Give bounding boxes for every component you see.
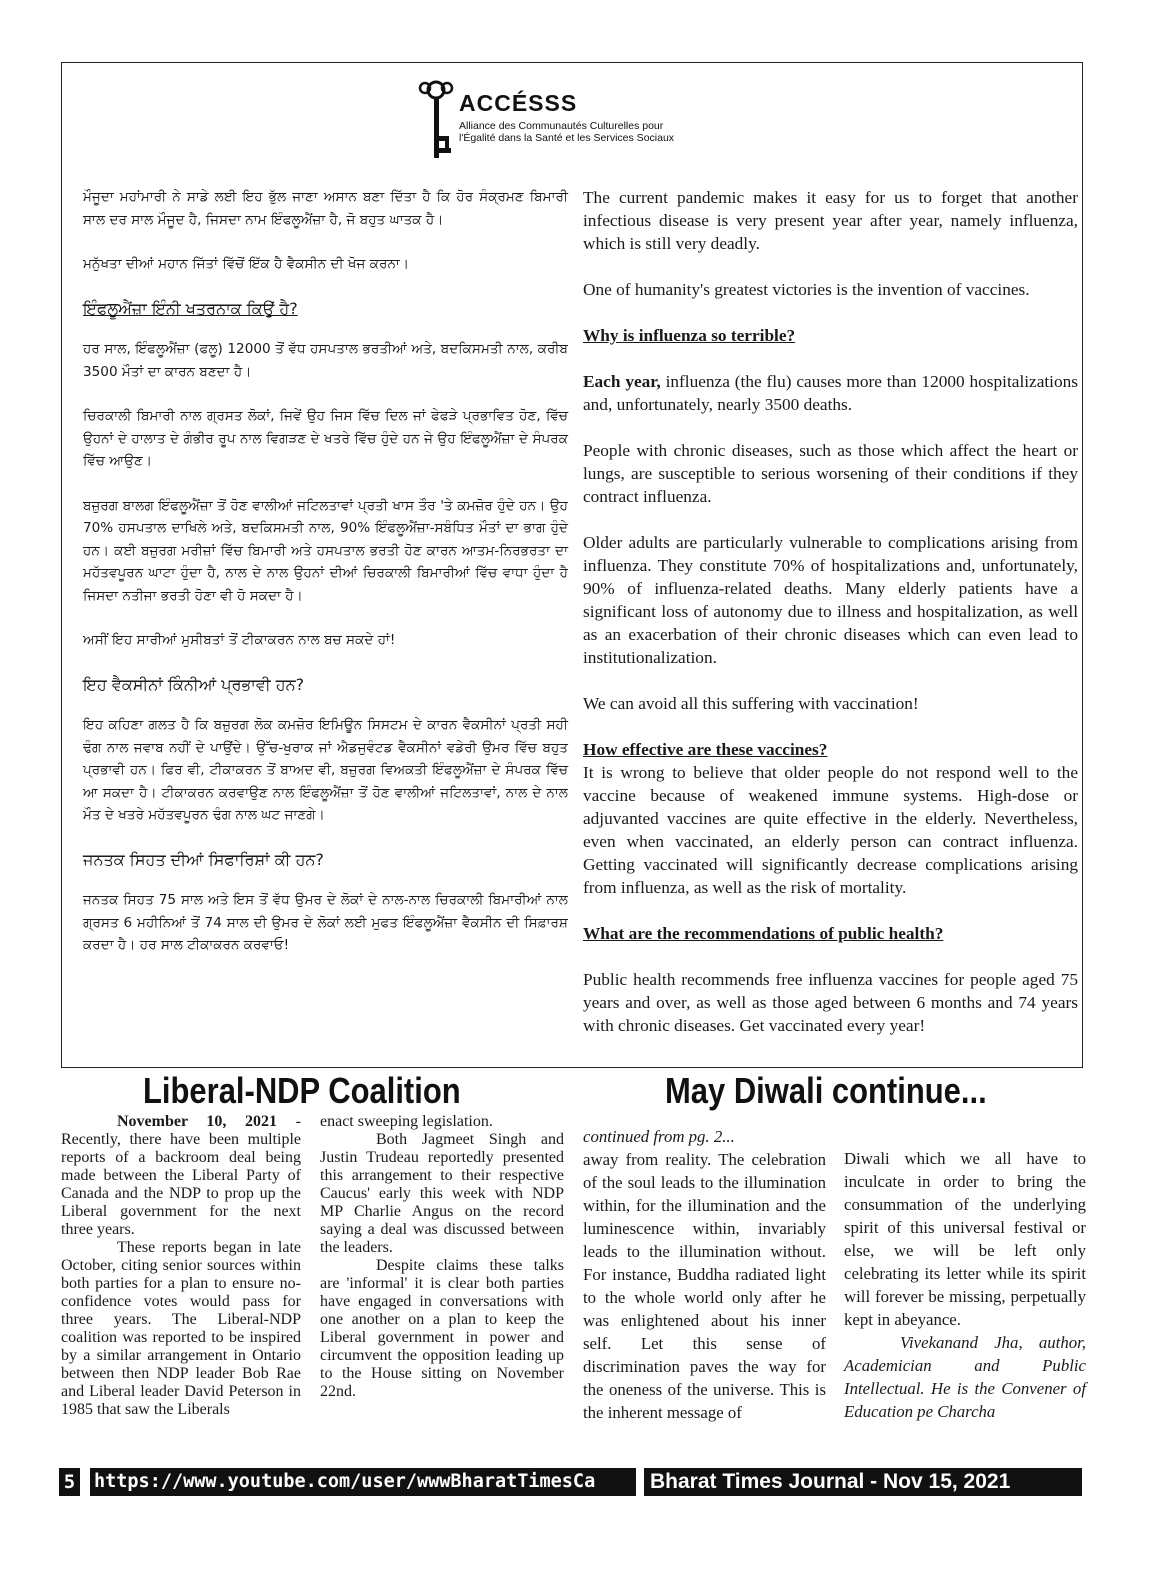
diwali-paragraph: Diwali which we all have to inculcate in order to bring the consummation of the underlying spirit of this universal festival or else, we will be left only celebrating its letter while its spirit will forever be missing, perpetually kept in abeyance. bbox=[844, 1149, 1086, 1329]
coalition-paragraph: Both Jagmeet Singh and Justin Trudeau reportedly presented this arrangement to their respective Caucus' early this week with NDP MP Charlie Angus on the record saying a deal was discussed between the leaders. bbox=[320, 1131, 564, 1256]
english-paragraph: It is wrong to believe that older people do not respond well to the vaccine because of weakened immune systems. High-dose or adjuvanted vaccines are quite effective in the elderly. Nevertheless, even when vaccinated, an elderly person can contract influenza. Getting vaccinated will significantly decrease complications arising from influenza, as well as the risk of mortality. bbox=[583, 763, 1078, 897]
access-logo-tagline: Alliance des Communautés Culturelles pour l'Égalité dans la Santé et les Services Sociaux bbox=[459, 120, 675, 144]
english-paragraph: Each year, influenza (the flu) causes more than 12000 hospitalizations and, unfortunately, nearly 3500 deaths. bbox=[583, 372, 1078, 414]
punjabi-paragraph: ਜਨਤਕ ਸਿਹਤ 75 ਸਾਲ ਅਤੇ ਇਸ ਤੋਂ ਵੱਧ ਉਮਰ ਦੇ ਲੋਕਾਂ ਦੇ ਨਾਲ-ਨਾਲ ਚਿਰਕਾਲੀ ਬਿਮਾਰੀਆਂ ਨਾਲ ਗ੍ਰਸਤ 6 ਮਹੀਨਿਆਂ ਤੋਂ 74 ਸਾਲ ਦੀ ਉਮਰ ਦੇ ਲੋਕਾਂ ਲਈ ਮੁਫਤ ਇੰਫਲੂਐਂਜ਼ਾ ਵੈਕਸੀਨ ਦੀ ਸਿਫ਼ਾਰਸ਼ ਕਰਦਾ ਹੈ। ਹਰ ਸਾਲ ਟੀਕਾਕਰਨ ਕਰਵਾਓ! bbox=[83, 892, 568, 953]
punjabi-paragraph: ਚਿਰਕਾਲੀ ਬਿਮਾਰੀ ਨਾਲ ਗ੍ਰਸਤ ਲੋਕਾਂ, ਜਿਵੇਂ ਉਹ ਜਿਸ ਵਿੱਚ ਦਿਲ ਜਾਂ ਫੇਫੜੇ ਪ੍ਰਭਾਵਿਤ ਹੋਣ, ਵਿੱਚ ਉਹਨਾਂ ਦੇ ਹਾਲਾਤ ਦੇ ਗੰਭੀਰ ਰੂਪ ਨਾਲ ਵਿਗੜਣ ਦੇ ਖਤਰੇ ਵਿੱਚ ਹੁੰਦੇ ਹਨ ਜੇ ਉਹ ਇੰਫਲੂਐਂਜ਼ਾ ਦੇ ਸੰਪਰਕ ਵਿੱਚ ਆਉਣ। bbox=[83, 408, 568, 469]
article-date: November 10, 2021 bbox=[117, 1113, 278, 1130]
english-heading: How effective are these vaccines? bbox=[583, 740, 828, 759]
access-logo-name: ACCÉSSS bbox=[459, 90, 578, 116]
english-paragraph: Older adults are particularly vulnerable to complications arising from influenza. They constitute 70% of hospitalizations and, unfortunately, 90% of influenza-related deaths. Many elderly patients have a significant loss of autonomy due to illness and hospitalization, as well as an exacerbation of their chronic diseases which can even lead to institutionalization. bbox=[583, 533, 1078, 667]
coalition-headline: Liberal-NDP Coalition bbox=[143, 1070, 461, 1111]
key-icon bbox=[415, 78, 457, 166]
english-paragraph: Public health recommends free influenza vaccines for people aged 75 years and over, as well as those aged between 6 months and 74 years with chronic diseases. Get vaccinated every year! bbox=[583, 970, 1078, 1035]
page-number: 5 bbox=[59, 1468, 80, 1496]
author-byline: Vivekanand Jha, author, Academician and Public Intellectual. He is the Convener of Education pe Charcha bbox=[844, 1333, 1086, 1421]
coalition-column-2 bbox=[320, 1113, 564, 1401]
diwali-headline: May Diwali continue... bbox=[665, 1070, 987, 1111]
punjabi-paragraph: ਅਸੀਂ ਇਹ ਸਾਰੀਆਂ ਮੁਸੀਬਤਾਂ ਤੋਂ ਟੀਕਾਕਰਨ ਨਾਲ ਬਚ ਸਕਦੇ ਹਾਂ! bbox=[83, 632, 396, 648]
coalition-paragraph: Despite claims these talks are 'informal' it is clear both parties have engaged in conversations with one another on a plan to keep the Liberal government in power and circumvent the opposition leading up to the House sitting on November 22nd. bbox=[320, 1257, 564, 1400]
english-heading: Why is influenza so terrible? bbox=[583, 326, 796, 345]
coalition-lead: November 10, 2021 - Recently, there have been multiple reports of a backroom deal being made between the Liberal Party of Canada and the NDP to prop up the Liberal government for the next three years. bbox=[61, 1113, 301, 1238]
punjabi-paragraph: ਮਨੁੱਖਤਾ ਦੀਆਂ ਮਹਾਨ ਜਿੱਤਾਂ ਵਿੱਚੋਂ ਇੱਕ ਹੈ ਵੈਕਸੀਨ ਦੀ ਖੋਜ ਕਰਨਾ। bbox=[83, 256, 409, 272]
continued-note: continued from pg. 2... bbox=[583, 1127, 735, 1146]
coalition-paragraph: These reports began in late October, citing senior sources within both parties for a plan to ensure no-confidence votes would pass for three years. The Liberal-NDP coalition was reported to be inspired by a similar arrangement in Ontario between then NDP leader Bob Rae and Liberal leader David Peterson in 1985 that saw the Liberals bbox=[61, 1239, 301, 1418]
punjabi-heading: ਜਨਤਕ ਸਿਹਤ ਦੀਆਂ ਸਿਫਾਰਿਸ਼ਾਂ ਕੀ ਹਨ? bbox=[83, 849, 324, 869]
diwali-paragraph: away from reality. The celebration of the soul leads to the illumination within, for the illumination and the luminescence within, invariably leads to the illumination without. For instance, Buddha radiated light to the whole world only after he was enlightened about his inner self. Let this sense of discrimination paves the way for the oneness of the universe. This is the inherent message of bbox=[583, 1150, 826, 1422]
english-paragraph: The current pandemic makes it easy for us to forget that another infectious disease is very present year after year, namely influenza, which is still very deadly. bbox=[583, 188, 1078, 253]
punjabi-paragraph: ਇਹ ਕਹਿਣਾ ਗਲਤ ਹੈ ਕਿ ਬਜ਼ੁਰਗ ਲੋਕ ਕਮਜ਼ੋਰ ਇਮਿਊਨ ਸਿਸਟਮ ਦੇ ਕਾਰਨ ਵੈਕਸੀਨਾਂ ਪ੍ਰਤੀ ਸਹੀ ਢੰਗ ਨਾਲ ਜਵਾਬ ਨਹੀਂ ਦੇ ਪਾਉਂਦੇ। ਉੱਚ-ਖੁਰਾਕ ਜਾਂ ਐਡਜੁਵੰਟਡ ਵੈਕਸੀਨਾਂ ਵਡੇਰੀ ਉਮਰ ਵਿੱਚ ਬਹੁਤ ਪ੍ਰਭਾਵੀ ਹਨ। ਫਿਰ ਵੀ, ਟੀਕਾਕਰਨ ਤੋਂ ਬਾਅਦ ਵੀ, ਬਜ਼ੁਰਗ ਵਿਅਕਤੀ ਇੰਫਲੂਐਂਜ਼ਾ ਦੇ ਸੰਪਰਕ ਵਿੱਚ ਆ ਸਕਦਾ ਹੈ। ਟੀਕਾਕਰਨ ਕਰਵਾਉਣ ਨਾਲ ਇੰਫਲੂਐਂਜ਼ਾ ਤੋਂ ਹੋਣ ਵਾਲੀਆਂ ਜਟਿਲਤਾਵਾਂ, ਨਾਲ ਦੇ ਨਾਲ ਮੌਤ ਦੇ ਖਤਰੇ ਮਹੱਤਵਪੂਰਨ ਢੰਗ ਨਾਲ ਘਟ ਜਾਣਗੇ। bbox=[83, 717, 568, 823]
access-logo bbox=[415, 78, 715, 168]
english-heading: What are the recommendations of public health? bbox=[583, 924, 944, 943]
english-text-column bbox=[583, 186, 1078, 1060]
diwali-column-1 bbox=[583, 1125, 826, 1424]
punjabi-paragraph: ਬਜ਼ੁਰਗ ਬਾਲਗ ਇੰਫਲੂਐਂਜ਼ਾ ਤੋਂ ਹੋਣ ਵਾਲੀਆਂ ਜਟਿਲਤਾਵਾਂ ਪ੍ਰਤੀ ਖਾਸ ਤੌਰ 'ਤੇ ਕਮਜ਼ੋਰ ਹੁੰਦੇ ਹਨ। ਉਹ 70% ਹਸਪਤਾਲ ਦਾਖਿਲੇ ਅਤੇ, ਬਦਕਿਸਮਤੀ ਨਾਲ, 90% ਇੰਫਲੂਐਂਜ਼ਾ-ਸਬੰਧਿਤ ਮੌਤਾਂ ਦਾ ਭਾਗ ਹੁੰਦੇ ਹਨ। ਕਈ ਬਜ਼ੁਰਗ ਮਰੀਜ਼ਾਂ ਵਿੱਚ ਬਿਮਾਰੀ ਅਤੇ ਹਸਪਤਾਲ ਭਰਤੀ ਹੋਣ ਕਾਰਨ ਆਤਮ-ਨਿਰਭਰਤਾ ਦਾ ਮਹੱਤਵਪੂਰਨ ਘਾਟਾ ਹੁੰਦਾ ਹੈ, ਨਾਲ ਦੇ ਨਾਲ ਉਹਨਾਂ ਦੀਆਂ ਚਿਰਕਾਲੀ ਬਿਮਾਰੀਆਂ ਵਿੱਚ ਵਾਧਾ ਹੁੰਦਾ ਹੈ ਜਿਸਦਾ ਨਤੀਜਾ ਭਰਤੀ ਹੋਣਾ ਵੀ ਹੋ ਸਕਦਾ ਹੈ। bbox=[83, 497, 568, 604]
coalition-column-1 bbox=[61, 1113, 301, 1419]
english-paragraph: We can avoid all this suffering with vaccination! bbox=[583, 694, 919, 713]
punjabi-paragraph: ਹਰ ਸਾਲ, ਇੰਫਲੂਐਂਜ਼ਾ (ਫਲੂ) 12000 ਤੋਂ ਵੱਧ ਹਸਪਤਾਲ ਭਰਤੀਆਂ ਅਤੇ, ਬਦਕਿਸਮਤੀ ਨਾਲ, ਕਰੀਬ 3500 ਮੌਤਾਂ ਦਾ ਕਾਰਨ ਬਣਦਾ ਹੈ। bbox=[83, 341, 568, 380]
punjabi-heading: ਇਹ ਵੈਕਸੀਨਾਂ ਕਿੰਨੀਆਂ ਪ੍ਰਭਾਵੀ ਹਨ? bbox=[83, 674, 305, 694]
punjabi-heading: ਇੰਫਲੂਐਂਜ਼ਾ ਇੰਨੀ ਖਤਰਨਾਕ ਕਿਉਂ ਹੈ? bbox=[83, 298, 298, 318]
youtube-link[interactable]: https://www.youtube.com/user/wwwBharatTimesCa bbox=[90, 1468, 636, 1496]
punjabi-paragraph: ਮੌਜੂਦਾ ਮਹਾਂਮਾਰੀ ਨੇ ਸਾਡੇ ਲਈ ਇਹ ਭੁੱਲ ਜਾਣਾ ਅਸਾਨ ਬਣਾ ਦਿੱਤਾ ਹੈ ਕਿ ਹੋਰ ਸੰਕ੍ਰਮਣ ਬਿਮਾਰੀ ਸਾਲ ਦਰ ਸਾਲ ਮੌਜੂਦ ਹੈ, ਜਿਸਦਾ ਨਾਮ ਇੰਫਲੂਐਂਜ਼ਾ ਹੈ, ਜੋ ਬਹੁਤ ਘਾਤਕ ਹੈ। bbox=[83, 189, 568, 228]
coalition-paragraph: enact sweeping legislation. bbox=[320, 1113, 493, 1130]
english-paragraph: People with chronic diseases, such as those which affect the heart or lungs, are susceptible to serious worsening of their conditions if they contract influenza. bbox=[583, 441, 1078, 506]
punjabi-text-column bbox=[83, 186, 568, 979]
english-paragraph: One of humanity's greatest victories is the invention of vaccines. bbox=[583, 280, 1030, 299]
diwali-column-2 bbox=[844, 1147, 1086, 1423]
masthead-date: Bharat Times Journal - Nov 15, 2021 bbox=[644, 1468, 1082, 1496]
